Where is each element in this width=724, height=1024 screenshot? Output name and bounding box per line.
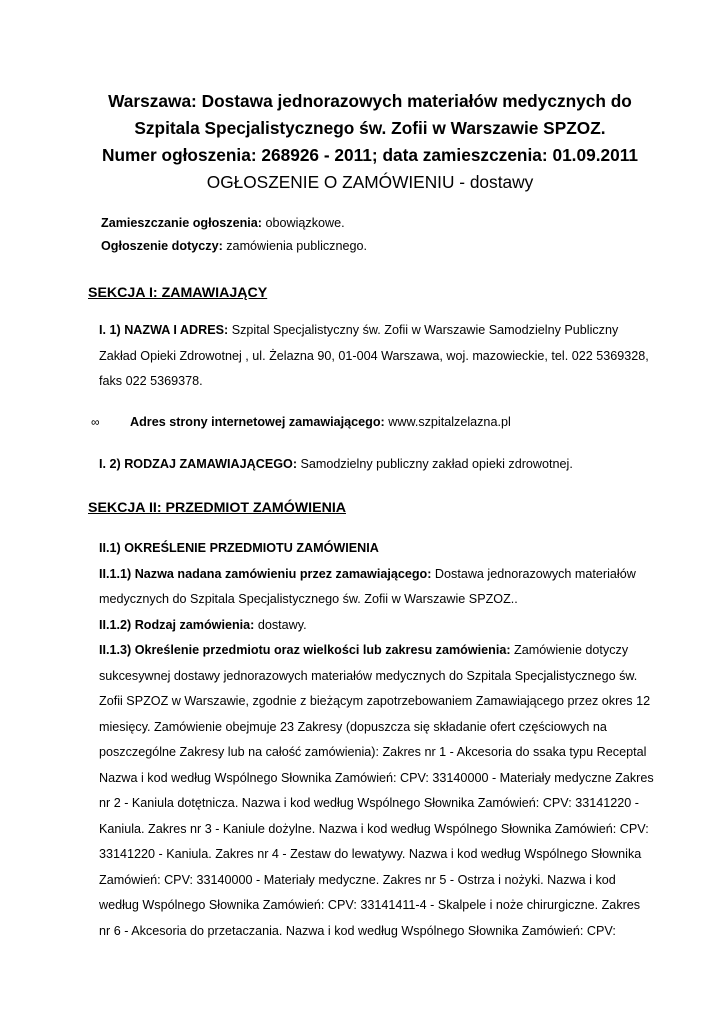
website-value: www.szpitalzelazna.pl <box>384 415 511 429</box>
ii1-heading: II.1) OKREŚLENIE PRZEDMIOTU ZAMÓWIENIA <box>99 541 379 555</box>
concerns-label: Ogłoszenie dotyczy: <box>101 239 223 253</box>
ii13-line: sukcesywnej dostawy jednorazowych materiałów medycznych do Szpitala Specjalistycznego św. <box>99 668 638 683</box>
ii12-value: dostawy. <box>254 617 307 632</box>
ii13-line: Zofii SPZOZ w Warszawie, zgodnie z bieżącym zapotrzebowaniem Zamawiającego przez okres 12 <box>99 694 651 708</box>
placement-value: obowiązkowe. <box>261 216 345 230</box>
section-1-heading: SEKCJA I: ZAMAWIAJĄCY <box>88 285 268 301</box>
ii13-line: według Wspólnego Słownika Zamówień: CPV: 33141411-4 - Skalpele i noże chirurgiczne. Zakres <box>99 898 641 912</box>
name-address-line-1: Szpital Specjalistyczny św. Zofii w Warszawie Samodzielny Publiczny <box>228 323 619 337</box>
contracting-type-value: Samodzielny publiczny zakład opieki zdrowotnej. <box>297 457 573 471</box>
concerns-row <box>101 239 367 253</box>
ii13-line: Zamówień: CPV: 33140000 - Materiały medyczne. Zakres nr 5 - Ostrza i nożyki. Nazwa i kod <box>99 872 616 887</box>
title-line-3: Numer ogłoszenia: 268926 - 2011; data zamieszczenia: 01.09.2011 <box>101 145 638 165</box>
ii13-line: miesięcy. Zamówienie obejmuje 23 Zakresy (dopuszcza się składanie ofert częściowych na <box>99 719 607 734</box>
ii12-label: II.1.2) Rodzaj zamówienia: <box>99 617 255 632</box>
title-line-2: Szpitala Specjalistycznego św. Zofii w Warszawie SPZOZ. <box>134 118 606 138</box>
ii13-line: nr 2 - Kaniula dotętnicza. Nazwa i kod według Wspólnego Słownika Zamówień: CPV: 33141220 - <box>99 796 639 810</box>
title-line-4: OGŁOSZENIE O ZAMÓWIENIU - dostawy <box>206 172 534 192</box>
website-row <box>130 415 511 429</box>
ii13-line: Kaniula. Zakres nr 3 - Kaniule dożylne. Nazwa i kod według Wspólnego Słownika Zamówień: CPV: <box>99 821 649 836</box>
name-address-paragraph <box>99 318 659 395</box>
ii13-label: II.1.3) Określenie przedmiotu oraz wielkości lub zakresu zamówienia: <box>99 643 511 657</box>
contracting-type-row <box>99 452 659 478</box>
section-2-heading: SEKCJA II: PRZEDMIOT ZAMÓWIENIA <box>88 500 347 516</box>
ii13-line: poszczególne Zakresy lub na całość zamówienia): Zakres nr 1 - Akcesoria do ssaka typu Receptal <box>99 745 647 759</box>
concerns-value: zamówienia publicznego. <box>222 239 367 253</box>
infinity-bullet-icon: ∞ <box>91 415 100 429</box>
contracting-type-label: I. 2) RODZAJ ZAMAWIAJĄCEGO: <box>99 457 298 471</box>
ii13-line: 33141220 - Kaniula. Zakres nr 4 - Zestaw do lewatywy. Nazwa i kod według Wspólnego Słownika <box>99 847 642 861</box>
ii11-label: II.1.1) Nazwa nadana zamówieniu przez zamawiającego: <box>99 566 432 581</box>
ii11-line-2: medycznych do Szpitala Specjalistycznego św. Zofii w Warszawie SPZOZ.. <box>99 592 518 606</box>
ii13-line: Nazwa i kod według Wspólnego Słownika Zamówień: CPV: 33140000 - Materiały medyczne Zakres <box>99 770 654 785</box>
ii13-line-1: Zamówienie dotyczy <box>510 643 629 657</box>
ii11-line-1: Dostawa jednorazowych materiałów <box>431 566 636 581</box>
placement-row <box>101 216 345 230</box>
website-label: Adres strony internetowej zamawiającego: <box>130 415 385 429</box>
section-2-body <box>99 536 659 944</box>
name-address-line-2: Zakład Opieki Zdrowotnej , ul. Żelazna 90, 01-004 Warszawa, woj. mazowieckie, tel. 022 5369328, <box>99 348 649 363</box>
ii13-line: nr 6 - Akcesoria do przetaczania. Nazwa i kod według Wspólnego Słownika Zamówień: CPV: <box>99 923 616 938</box>
title-line-1: Warszawa: Dostawa jednorazowych materiałów medycznych do <box>108 91 632 111</box>
placement-label: Zamieszczanie ogłoszenia: <box>101 216 262 230</box>
notice-title <box>60 88 680 196</box>
name-address-label: I. 1) NAZWA I ADRES: <box>99 323 229 337</box>
name-address-line-3: faks 022 5369378. <box>99 374 203 388</box>
